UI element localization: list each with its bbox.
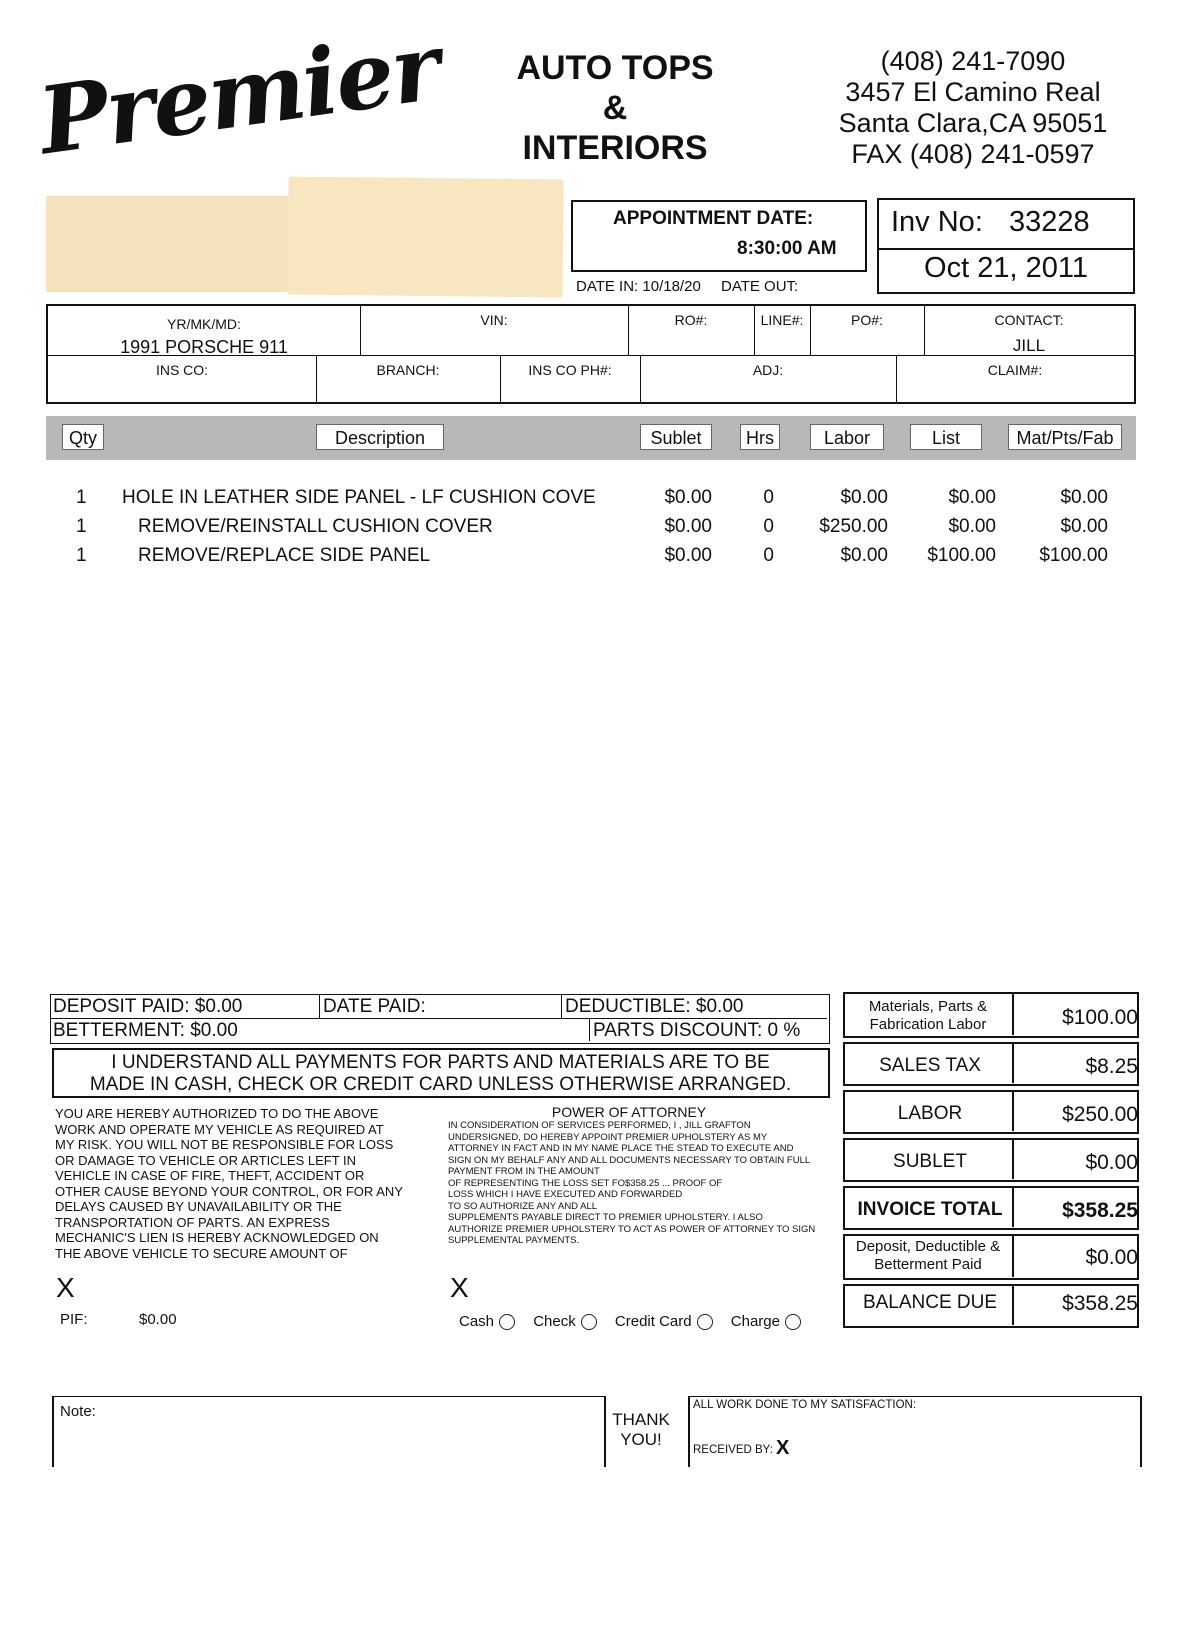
- date-out: DATE OUT:: [721, 278, 799, 295]
- authorization-line: OTHER CAUSE BEYOND YOUR CONTROL, OR FOR ANY: [55, 1183, 403, 1199]
- column-mat-pts-fab: Mat/Pts/Fab: [1008, 424, 1122, 450]
- thank-you: [606, 1410, 676, 1450]
- check-radio[interactable]: [581, 1314, 597, 1330]
- authorization-line: DELAYS CAUSED BY UNAVAILABILITY OR THE: [55, 1199, 342, 1214]
- betterment: BETTERMENT: $0.00: [53, 1020, 238, 1041]
- cash-radio[interactable]: [499, 1314, 515, 1330]
- date-in: DATE IN: 10/18/20: [576, 278, 701, 295]
- satisfaction-box: [688, 1396, 1142, 1467]
- authorization-line: OR DAMAGE TO VEHICLE OR ARTICLES LEFT IN: [55, 1152, 357, 1168]
- po-label: PO#:: [851, 312, 883, 328]
- payments-row-divider: [51, 1018, 827, 1019]
- column-list: List: [910, 424, 982, 450]
- notice-line2: MADE IN CASH, CHECK OR CREDIT CARD UNLESS OTHERWISE ARRANGED.: [89, 1074, 792, 1095]
- payment-notice: [52, 1048, 830, 1098]
- poa-text: [448, 1120, 828, 1247]
- totals-divider: [1012, 994, 1014, 1035]
- poa-signature-x[interactable]: X: [450, 1272, 469, 1303]
- authorization-line: YOU ARE HEREBY AUTHORIZED TO DO THE ABOVE: [55, 1106, 379, 1121]
- company-address2: Santa Clara,CA 95051: [838, 108, 1108, 138]
- payments-col-divider: [589, 1018, 590, 1041]
- invoice-number: 33228: [1009, 206, 1090, 238]
- item-labor: $0.00: [840, 545, 888, 566]
- item-hrs: 0: [763, 487, 774, 508]
- item-list: $100.00: [927, 545, 996, 566]
- totals-label: SUBLET: [893, 1151, 967, 1172]
- company-fax: FAX (408) 241-0597: [851, 139, 1095, 169]
- item-hrs: 0: [763, 545, 774, 566]
- appointment-time: 8:30:00 AM: [737, 238, 837, 259]
- payments-col-divider: [319, 995, 320, 1018]
- branch-label: BRANCH:: [376, 362, 440, 378]
- totals-value: $250.00: [1062, 1103, 1138, 1126]
- thank-you-line2: YOU!: [620, 1430, 662, 1449]
- authorization-line: WORK AND OPERATE MY VEHICLE AS REQUIRED AT: [55, 1121, 384, 1137]
- company-name: [490, 48, 740, 168]
- contact-value: JILL: [1012, 336, 1046, 355]
- yrmkmd-value: 1991 PORSCHE 911: [120, 337, 288, 357]
- notice-line1: I UNDERSTAND ALL PAYMENTS FOR PARTS AND MATERIALS ARE TO BE: [111, 1052, 770, 1073]
- balance-due-label: BALANCE DUE: [862, 1292, 998, 1313]
- item-labor: $0.00: [840, 487, 888, 508]
- payments-box: [50, 994, 830, 1044]
- totals-divider: [1012, 1236, 1014, 1277]
- column-description: Description: [316, 424, 444, 450]
- claim-label: CLAIM#:: [987, 362, 1043, 378]
- item-mat: $0.00: [1060, 487, 1108, 508]
- invoice-date: Oct 21, 2011: [924, 252, 1088, 284]
- yrmkmd-label: YR/MK/MD:: [167, 316, 241, 332]
- payment-credit-card-label: Credit Card: [614, 1313, 692, 1330]
- pif-value: $0.00: [139, 1311, 177, 1328]
- item-sublet: $0.00: [664, 487, 712, 508]
- item-hrs: 0: [763, 516, 774, 537]
- insph-label: INS CO PH#:: [528, 362, 612, 378]
- poa-line: OF REPRESENTING THE LOSS SET FO$358.25 ... PROOF OF: [448, 1177, 723, 1189]
- poa-line: UNDERSIGNED, DO HEREBY APPOINT PREMIER UPHOLSTERY AS MY: [448, 1131, 768, 1143]
- item-description: HOLE IN LEATHER SIDE PANEL - LF CUSHION COVE: [122, 487, 596, 508]
- item-mat: $100.00: [1039, 545, 1108, 566]
- credit-card-radio[interactable]: [697, 1314, 713, 1330]
- appointment-label: APPOINTMENT DATE:: [613, 208, 814, 229]
- invoice-total-value: $358.25: [1062, 1199, 1138, 1222]
- parts-discount: PARTS DISCOUNT: 0 %: [593, 1020, 801, 1041]
- poa-line: SUPPLEMENTAL PAYMENTS.: [448, 1235, 580, 1246]
- note-box[interactable]: [52, 1396, 606, 1467]
- item-list: $0.00: [948, 487, 996, 508]
- company-logo: Premier: [32, 12, 446, 176]
- note-label: Note:: [60, 1403, 96, 1420]
- adj-label: ADJ:: [752, 362, 784, 378]
- poa-line: SIGN ON MY BEHALF ANY AND ALL DOCUMENTS NECESSARY TO OBTAIN FULL: [448, 1154, 811, 1166]
- company-contact: [838, 46, 1108, 170]
- line-label: LINE#:: [760, 312, 804, 328]
- received-by-label: RECEIVED BY:: [693, 1444, 773, 1456]
- contact-label: CONTACT:: [994, 312, 1064, 328]
- received-by-signature-x[interactable]: X: [776, 1437, 790, 1459]
- item-mat: $0.00: [1060, 516, 1108, 537]
- date-paid: DATE PAID:: [323, 996, 426, 1017]
- poa-line: SUPPLEMENTS PAYABLE DIRECT TO PREMIER UPHOLSTERY. I ALSO: [448, 1212, 763, 1223]
- column-hrs: Hrs: [740, 424, 780, 450]
- item-labor: $250.00: [819, 516, 888, 537]
- poa-line: LOSS WHICH I HAVE EXECUTED AND FORWARDED: [448, 1189, 683, 1200]
- totals-value: $0.00: [1085, 1151, 1138, 1174]
- totals-value: $0.00: [1085, 1246, 1138, 1269]
- deductible: DEDUCTIBLE: $0.00: [565, 996, 744, 1017]
- payment-charge[interactable]: [731, 1313, 815, 1330]
- insco-label: INS CO:: [155, 362, 209, 378]
- sticky-note-right: [287, 177, 563, 298]
- item-description: REMOVE/REPLACE SIDE PANEL: [138, 545, 431, 566]
- payment-method-options: [459, 1313, 815, 1330]
- invoice-total-label: INVOICE TOTAL: [857, 1199, 1003, 1220]
- payment-check-label: Check: [533, 1313, 576, 1330]
- ro-label: RO#:: [674, 312, 708, 328]
- invoice-number-label: Inv No:: [891, 206, 983, 238]
- invoice-divider: [879, 248, 1133, 250]
- sticky-note-left: [46, 196, 304, 292]
- company-address1: 3457 El Camino Real: [845, 77, 1101, 107]
- pif-label: PIF:: [60, 1311, 88, 1328]
- balance-due-value: $358.25: [1062, 1292, 1138, 1315]
- company-name-line2: &: [602, 89, 628, 127]
- payment-charge-label: Charge: [730, 1313, 780, 1330]
- item-qty: 1: [76, 487, 87, 508]
- appointment-box: [571, 200, 867, 272]
- totals-value: $100.00: [1062, 1006, 1138, 1029]
- authorization-signature-x[interactable]: X: [56, 1272, 75, 1303]
- company-phone: (408) 241-7090: [880, 46, 1066, 76]
- authorization-line: VEHICLE IN CASE OF FIRE, THEFT, ACCIDENT OR: [55, 1168, 365, 1183]
- payment-check[interactable]: [533, 1313, 611, 1330]
- totals-label: LABOR: [897, 1103, 963, 1124]
- item-sublet: $0.00: [664, 545, 712, 566]
- payments-col-divider: [561, 995, 562, 1018]
- column-labor: Labor: [810, 424, 884, 450]
- payment-credit-card[interactable]: [615, 1313, 727, 1330]
- poa-line: TO SO AUTHORIZE ANY AND ALL: [448, 1200, 598, 1212]
- item-qty: 1: [76, 516, 87, 537]
- totals-label: Materials, Parts & Fabrication Labor: [868, 998, 988, 1033]
- poa-line: AUTHORIZE PREMIER UPHOLSTERY TO ACT AS POWER OF ATTORNEY TO SIGN: [448, 1223, 816, 1235]
- payment-cash-label: Cash: [459, 1313, 495, 1330]
- satisfaction-label: ALL WORK DONE TO MY SATISFACTION:: [693, 1399, 917, 1411]
- charge-radio[interactable]: [785, 1314, 801, 1330]
- thank-you-line1: THANK: [612, 1410, 670, 1429]
- column-qty: Qty: [62, 424, 104, 450]
- poa-line: PAYMENT FROM IN THE AMOUNT: [448, 1166, 600, 1177]
- authorization-line: TRANSPORTATION OF PARTS. AN EXPRESS: [55, 1214, 330, 1230]
- authorization-text: [55, 1106, 445, 1261]
- vehicle-info-grid: [46, 304, 1136, 404]
- vin-label: VIN:: [480, 312, 508, 328]
- payment-cash[interactable]: [459, 1313, 529, 1330]
- item-qty: 1: [76, 545, 87, 566]
- item-list: $0.00: [948, 516, 996, 537]
- poa-line: IN CONSIDERATION OF SERVICES PERFORMED, I , JILL GRAFTON: [448, 1120, 751, 1131]
- item-description: REMOVE/REINSTALL CUSHION COVER: [138, 516, 493, 537]
- authorization-line: MECHANIC'S LIEN IS HEREBY ACKNOWLEDGED ON: [55, 1230, 379, 1245]
- totals-label: Deposit, Deductible & Betterment Paid: [855, 1238, 1001, 1273]
- authorization-line: THE ABOVE VEHICLE TO SECURE AMOUNT OF: [55, 1245, 348, 1261]
- company-name-line1: AUTO TOPS: [516, 49, 714, 87]
- column-sublet: Sublet: [640, 424, 712, 450]
- deposit-paid: DEPOSIT PAID: $0.00: [53, 996, 243, 1017]
- company-name-line3: INTERIORS: [522, 129, 708, 167]
- authorization-line: MY RISK. YOU WILL NOT BE RESPONSIBLE FOR LOSS: [55, 1137, 394, 1152]
- item-sublet: $0.00: [664, 516, 712, 537]
- totals-label: SALES TAX: [879, 1055, 981, 1076]
- poa-title: POWER OF ATTORNEY: [551, 1104, 707, 1120]
- poa-line: ATTORNEY IN FACT AND IN MY NAME PLACE THE STEAD TO EXECUTE AND: [448, 1143, 794, 1154]
- invoice-box: [877, 198, 1135, 294]
- totals-value: $8.25: [1085, 1055, 1138, 1078]
